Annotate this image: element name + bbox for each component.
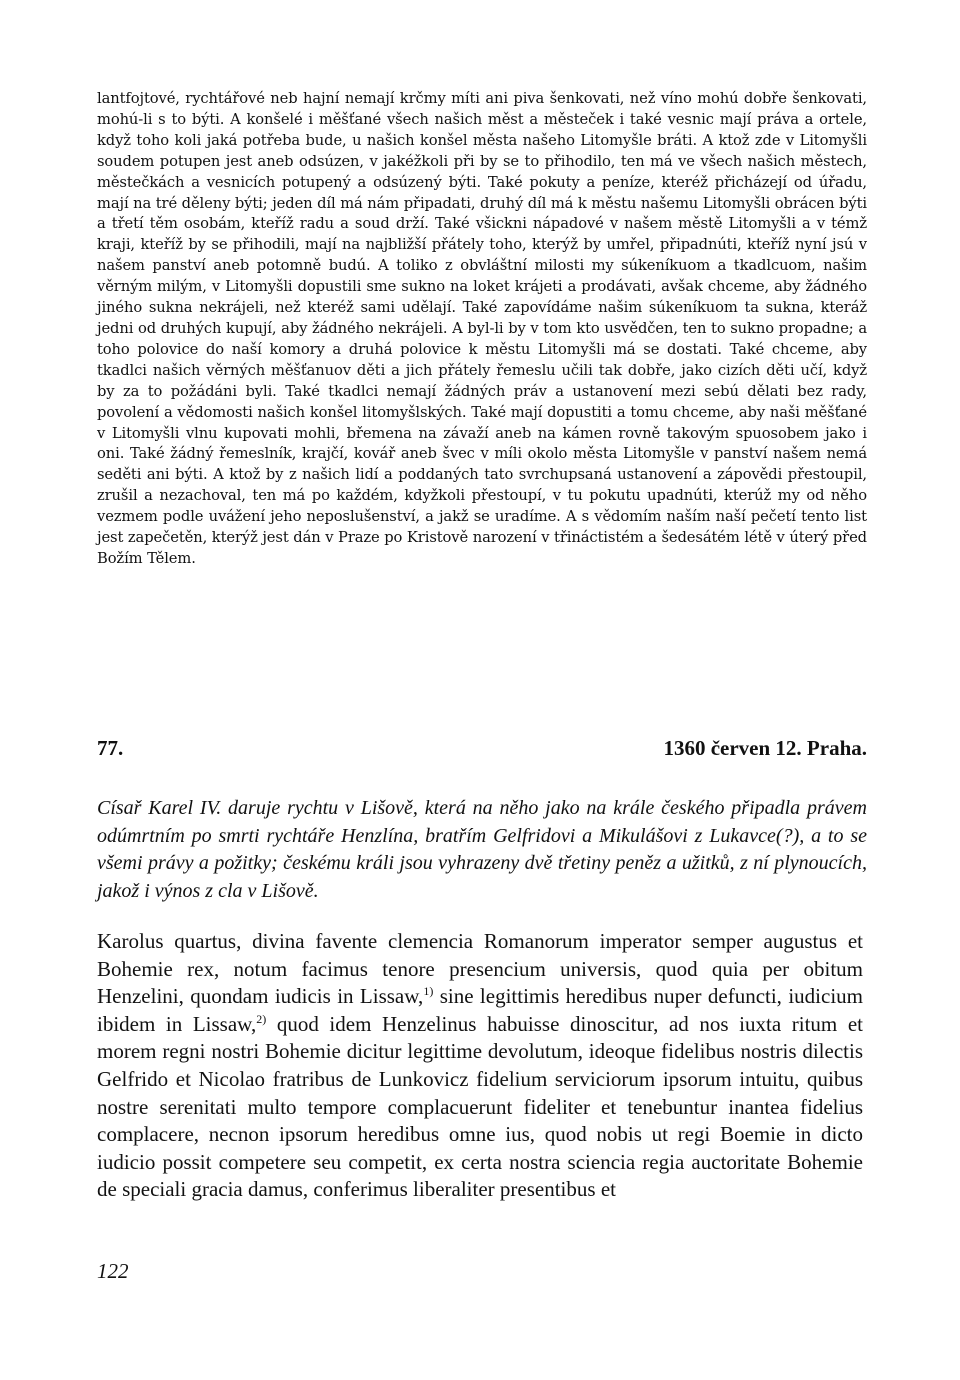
- footnote-ref-2: 2): [256, 1011, 267, 1026]
- document-number: 77.: [97, 736, 124, 760]
- document-date-place: 1360 červen 12. Praha.: [663, 736, 867, 760]
- document-regest: Císař Karel IV. daruje rychtu v Lišově, která na něho jako na krále českého připadla právem odúmrtním po smrti rychtáře Henzlína, bratřím Gelfridovi a Mikulášovi z Lukavce(?), a to se všemi právy a požitky; českému králi jsou vyhrazeny dvě třetiny peněz a užitků, z ní plynoucích, jakož i výnos z cla v Lišově.: [97, 797, 867, 902]
- page-number: 122: [97, 1259, 129, 1283]
- latin-text-part-2: sine legittimis heredibus nuper defuncti, iudicium ibidem in Lissaw,: [97, 984, 863, 1036]
- latin-text-part-1: Karolus quartus, divina favente clemencia Romanorum imperator semper augustus et Bohemie rex, notum facimus tenore presencium universis, quod quia per obitum Henzelini, quondam iudicis in Lissaw,: [97, 929, 863, 1009]
- latin-text-part-3: quod idem Henzelinus habuisse dinoscitur, ad nos iuxta ritum et morem regni nostri Bohemie dicitur legittime devolutum, ideoque fidelibus nostris dilectis Gelfrido et Nicolao fratribus de Lunkovicz fidelium serviciorum ipsorum intuitu, quibus nostre serenitati multo tempore complacuerunt fideliter et tenebuntur inantea fidelius complacere, necnon ipsorum heredibus omne ius, quod nobis ut regi Boemie in dicto iudicio possit competere seu competit, ex certa nostra sciencia regia auctoritate Bohemie de speciali gracia damus, conferimus liberaliter presentibus et: [97, 1011, 863, 1202]
- czech-charter-text: lantfojtové, rychtářové neb hajní nemají krčmy míti ani piva šenkovati, než víno mohú dobře šenkovati, mohú-li s to býti. A konšelé i měšťané všech našich měst a městeček i také vesnic mají práva a ortele, když toho koli jaká potřeba bude, u našich konšel města našeho Litomyšle bráti. A ktož zde v Litomyšli soudem potupen jest aneb odsúzen, v jakéžkoli při by se to přihodilo, ten má ve všech našich městech, městečkách a vesnicích potupený a odsúzený býti. Také pokuty a peníze, kteréž přicházejí od úřadu, mají na tré děleny býti; jeden díl má nám připadati, druhý díl má k městu našemu Litomyšli obrácen býti a třetí těm osobám, kteříž radu a soud drží. Také všickni nápadové v našem městě Litomyšli a v témž kraji, kteříž by se přihodili, mají na najbližší přátely toho, kterýž by umřel, připadnúti, kteříž nyní jsú v našem panství aneb potomně budú. A toliko z obvláštní milosti my súkeníkuom a tkadlcuom, našim věrným milým, v Litomyšli dopustili sme sukno na loket krájeti a prodávati, avšak chceme, aby žádného jiného sukna nekrájeli, než kteréž sami udělají. Také zapovídáme našim súkeníkuom ta sukna, kteráž jedni od druhých kupují, aby žádného nekrájeli. A byl-li by v tom kto usvědčen, ten to sukno propadne; a toho polovice do naší komory a druhá polovice k městu Litomyšli má se dostati. Také chceme, aby tkadlci našich věrných měšťanuov děti a jich přátely řemeslu učili tak dobře, jako cizích děti učí, když by za to požádáni byli. Také tkadlci nemají žádných práv a ustanovení mezi sebú dělati bez rady, povolení a vědomosti našich konšel litomyšlských. Také mají dopustiti a tomu chceme, aby naši měšťané v Litomyšli vlnu kupovati mohli, břemena na závaží aneb na kámen rovně takovým spuosobem jako i oni. Také žádný řemeslník, krajčí, kovář aneb švec v míli okolo města Litomyšle v panství našem nemá seděti ani býti. A ktož by z našich lidí a poddaných tato svrchupsaná ustanovení a zápovědi přestoupil, zrušil a nezachoval, ten má po každém, kdyžkoli přestoupí, v tu pokutu upadnúti, kterúž my od něho vezmem podle uvážení jeho neposlušenství, a jakž se uradíme. A s vědomím naším naší pečetí tento list jest zapečetěn, kterýž jest dán v Praze po Kristově narození v třináctistém a šedesátém létě v úterý před Božím Tělem.: [97, 90, 867, 567]
- footnote-ref-1: 1): [423, 984, 434, 999]
- latin-charter-text: [97, 928, 863, 1204]
- document-heading: [97, 736, 867, 766]
